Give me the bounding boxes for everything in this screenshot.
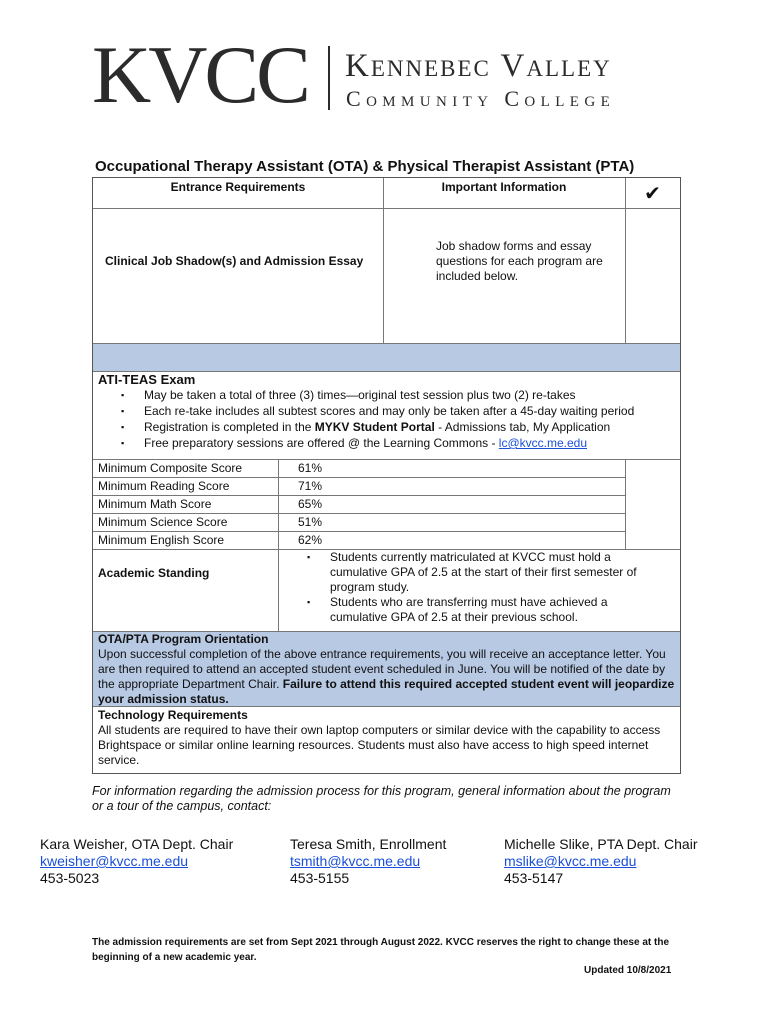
technology-block — [98, 708, 678, 768]
score-label: Minimum Math Score — [98, 497, 212, 511]
score-value: 71% — [298, 479, 323, 493]
score-label: Minimum Reading Score — [98, 479, 230, 493]
score-value: 51% — [298, 515, 323, 529]
contact-email-link[interactable]: tsmith@kvcc.me.edu — [290, 853, 421, 869]
contact-phone: 453-5155 — [290, 870, 350, 886]
contact-name: Teresa Smith, Enrollment — [290, 836, 447, 852]
orientation-heading: OTA/PTA Program Orientation — [98, 632, 269, 646]
score-value: 61% — [298, 461, 323, 475]
blue-spacer-row — [93, 343, 680, 371]
header-important-information: Important Information — [441, 180, 567, 194]
updated-date: Updated 10/8/2021 — [584, 965, 672, 976]
job-shadow-info: Job shadow forms and essay questions for each program are included below. — [436, 239, 603, 283]
teas-bullet: ▪ Free preparatory sessions are offered @ the Learning Commons - lc@kvcc.me.edu — [121, 436, 588, 450]
score-label: Minimum Science Score — [98, 515, 228, 529]
contact-pta-chair — [504, 836, 697, 887]
academic-bullets — [307, 550, 667, 625]
learning-commons-email-link[interactable]: lc@kvcc.me.edu — [498, 436, 588, 450]
contact-phone: 453-5147 — [504, 870, 564, 886]
orientation-text: Upon successful completion of the above entrance requirements, you will receive an acceptance letter. You are then required to attend an accepted student event scheduled in June. You will be notified of the date by the appropriate Department Chair. Failure to attend this required accepted student event will jeopardize your admission status. — [98, 647, 675, 706]
contact-name: Kara Weisher, OTA Dept. Chair — [40, 836, 234, 852]
score-label: Minimum English Score — [98, 533, 225, 547]
academic-bullet: ▪ Students currently matriculated at KVCC must hold a cumulative GPA of 2.5 at the start of their first semester of program study. — [307, 550, 637, 594]
admission-disclaimer: The admission requirements are set from Sept 2021 through August 2022. KVCC reserves the right to change these at the beginning of a new academic year. — [92, 937, 670, 963]
checkmark-icon: ✔ — [644, 183, 661, 205]
teas-bullet: ▪ May be taken a total of three (3) times—original test session plus two (2) re-takes — [121, 388, 576, 402]
score-value: 65% — [298, 497, 323, 511]
contact-name: Michelle Slike, PTA Dept. Chair — [504, 836, 698, 852]
technology-heading: Technology Requirements — [98, 708, 248, 722]
contact-email-link[interactable]: mslike@kvcc.me.edu — [504, 853, 637, 869]
academic-standing-label: Academic Standing — [98, 566, 210, 580]
contact-ota-chair — [40, 836, 233, 887]
job-shadow-requirement: Clinical Job Shadow(s) and Admission Essay — [105, 254, 364, 268]
contact-info-note: For information regarding the admission process for this program, general information about the program or a tour of the campus, contact: — [92, 784, 671, 813]
technology-text: All students are required to have their own laptop computers or similar device with the capability to access Brightspace or similar online learning resources. Students must also have access to high speed internet service. — [98, 723, 661, 767]
academic-bullet: ▪ Students who are transferring must have achieved a cumulative GPA of 2.5 at their previous school. — [307, 595, 608, 624]
teas-bullet: ▪ Registration is completed in the MYKV Student Portal - Admissions tab, My Application — [121, 420, 611, 434]
header-entrance-requirements: Entrance Requirements — [170, 180, 306, 194]
score-label: Minimum Composite Score — [98, 461, 243, 475]
logo-divider — [328, 46, 330, 110]
teas-bullets — [121, 388, 676, 451]
teas-heading: ATI-TEAS Exam — [98, 372, 196, 387]
contact-email-link[interactable]: kweisher@kvcc.me.edu — [40, 853, 189, 869]
logo-name-line1: Kennebec Valley — [345, 48, 612, 84]
teas-bullet: ▪ Each re-take includes all subtest scores and may only be taken after a 45-day waiting period — [121, 404, 635, 418]
logo-abbr: KVCC — [92, 29, 308, 120]
contact-phone: 453-5023 — [40, 870, 100, 886]
orientation-block — [98, 632, 678, 707]
requirements-table — [92, 177, 681, 774]
score-value: 62% — [298, 533, 323, 547]
contact-enrollment — [290, 836, 446, 887]
logo-name-line2: Community College — [346, 86, 616, 111]
page-title: Occupational Therapy Assistant (OTA) & Physical Therapist Assistant (PTA) — [95, 158, 635, 175]
